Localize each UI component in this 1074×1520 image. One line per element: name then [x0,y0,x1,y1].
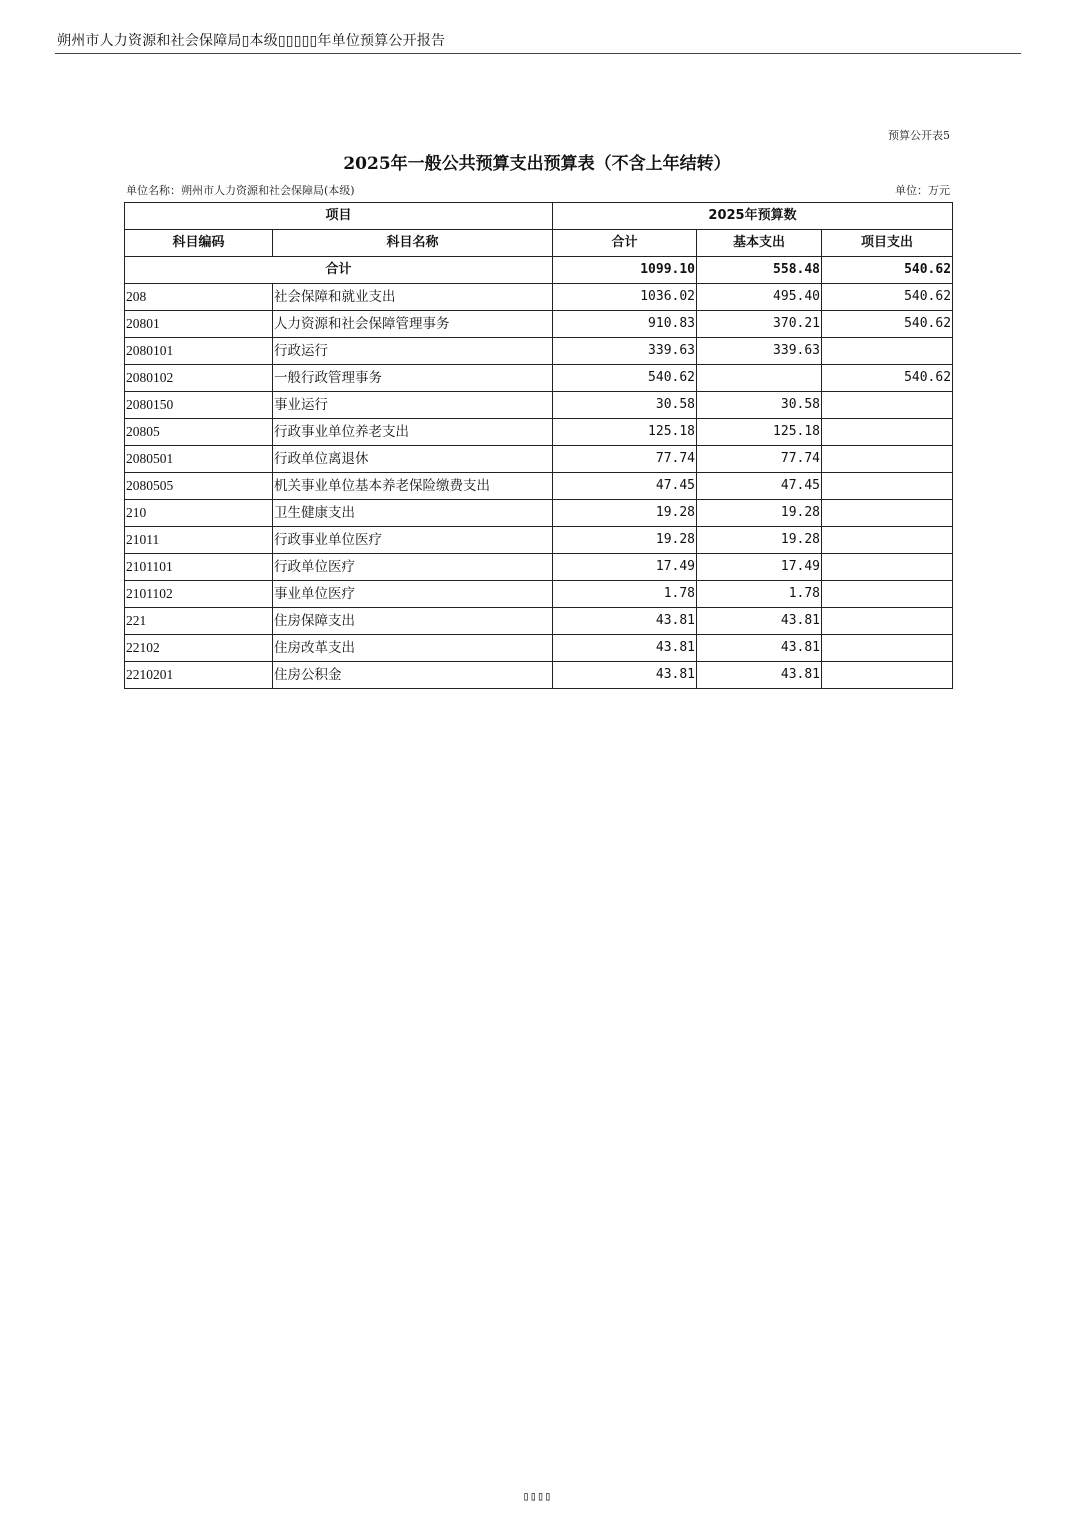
cell-total: 910.83 [553,311,697,338]
cell-name: 一般行政管理事务 [273,365,553,392]
table-row [125,419,953,446]
cell-name: 事业运行 [273,392,553,419]
cell-code: 208 [125,284,273,311]
cell-name: 行政单位离退休 [273,446,553,473]
cell-name: 行政事业单位养老支出 [273,419,553,446]
cell-basic: 43.81 [697,635,822,662]
cell-name: 机关事业单位基本养老保险缴费支出 [273,473,553,500]
cell-total: 1.78 [553,581,697,608]
cell-basic: 17.49 [697,554,822,581]
table-row [125,473,953,500]
header-divider [55,53,1021,54]
cell-project [822,473,953,500]
cell-project: 540.62 [822,311,953,338]
unit-name-label: 单位名称：朔州市人力资源和社会保障局(本级) [126,184,355,197]
cell-basic: 1.78 [697,581,822,608]
cell-project [822,554,953,581]
table-row [125,338,953,365]
cell-total: 43.81 [553,662,697,689]
cell-project [822,392,953,419]
cell-name: 行政事业单位医疗 [273,527,553,554]
cell-name: 行政运行 [273,338,553,365]
cell-code: 2080150 [125,392,273,419]
table-row [125,446,953,473]
cell-total: 43.81 [553,635,697,662]
total-sum: 1099.10 [553,257,697,284]
column-header-project: 项目支出 [822,230,953,257]
cell-basic: 19.28 [697,500,822,527]
cell-basic: 339.63 [697,338,822,365]
cell-total: 47.45 [553,473,697,500]
cell-project [822,608,953,635]
cell-code: 2080505 [125,473,273,500]
column-header-total: 合计 [553,230,697,257]
cell-project: 540.62 [822,365,953,392]
cell-project [822,635,953,662]
cell-code: 22102 [125,635,273,662]
cell-project [822,419,953,446]
table-row [125,608,953,635]
cell-name: 行政单位医疗 [273,554,553,581]
cell-code: 20805 [125,419,273,446]
table-row [125,500,953,527]
cell-total: 125.18 [553,419,697,446]
unit-measure-label: 单位：万元 [895,184,950,197]
cell-name: 社会保障和就业支出 [273,284,553,311]
cell-code: 20801 [125,311,273,338]
budget-table [124,202,953,689]
cell-name: 住房保障支出 [273,608,553,635]
cell-project [822,338,953,365]
cell-project [822,662,953,689]
cell-basic: 47.45 [697,473,822,500]
cell-basic: 125.18 [697,419,822,446]
table-column-header-row [125,230,953,257]
cell-basic: 370.21 [697,311,822,338]
page-number: ▯▯▯▯ [522,1489,552,1503]
table-group-header-row [125,203,953,230]
cell-total: 19.28 [553,527,697,554]
cell-total: 30.58 [553,392,697,419]
cell-basic: 495.40 [697,284,822,311]
table-row [125,581,953,608]
cell-total: 43.81 [553,608,697,635]
cell-name: 卫生健康支出 [273,500,553,527]
cell-name: 住房改革支出 [273,635,553,662]
column-header-code: 科目编码 [125,230,273,257]
table-row [125,635,953,662]
cell-total: 77.74 [553,446,697,473]
table-number: 预算公开表5 [888,129,950,142]
cell-code: 21011 [125,527,273,554]
cell-code: 2210201 [125,662,273,689]
column-header-name: 科目名称 [273,230,553,257]
cell-name: 住房公积金 [273,662,553,689]
cell-code: 2080101 [125,338,273,365]
cell-code: 2080501 [125,446,273,473]
cell-code: 2101101 [125,554,273,581]
cell-project [822,500,953,527]
cell-name: 人力资源和社会保障管理事务 [273,311,553,338]
cell-total: 540.62 [553,365,697,392]
group-header-budget: 2025年预算数 [553,203,953,230]
cell-code: 221 [125,608,273,635]
cell-code: 2101102 [125,581,273,608]
cell-project [822,581,953,608]
total-basic: 558.48 [697,257,822,284]
group-header-item: 项目 [125,203,553,230]
table-row [125,284,953,311]
cell-basic: 43.81 [697,662,822,689]
cell-name: 事业单位医疗 [273,581,553,608]
page-header-title: 朔州市人力资源和社会保障局▯本级▯▯▯▯▯年单位预算公开报告 [57,33,446,49]
cell-basic: 77.74 [697,446,822,473]
total-project: 540.62 [822,257,953,284]
cell-basic: 19.28 [697,527,822,554]
table-row [125,392,953,419]
column-header-basic: 基本支出 [697,230,822,257]
document-title: 2025年一般公共预算支出预算表（不含上年结转） [343,154,731,174]
table-total-row [125,257,953,284]
cell-total: 17.49 [553,554,697,581]
table-row [125,662,953,689]
cell-total: 19.28 [553,500,697,527]
table-row [125,365,953,392]
cell-code: 210 [125,500,273,527]
total-label: 合计 [125,257,553,284]
cell-project [822,446,953,473]
cell-project [822,527,953,554]
cell-basic: 30.58 [697,392,822,419]
cell-code: 2080102 [125,365,273,392]
table-row [125,554,953,581]
cell-total: 339.63 [553,338,697,365]
table-row [125,527,953,554]
table-row [125,311,953,338]
cell-basic [697,365,822,392]
cell-project: 540.62 [822,284,953,311]
cell-total: 1036.02 [553,284,697,311]
cell-basic: 43.81 [697,608,822,635]
